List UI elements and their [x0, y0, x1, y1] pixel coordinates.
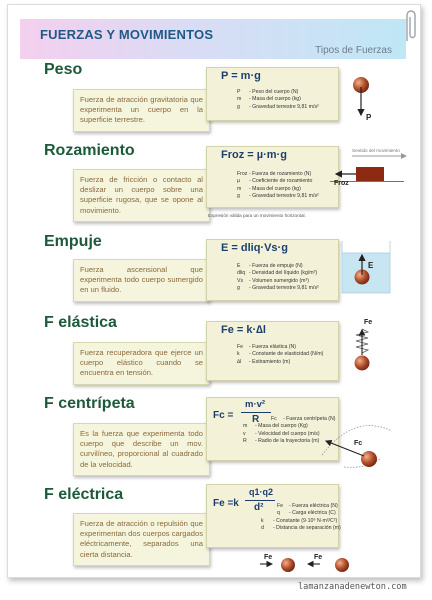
force-label-centripeta: Fc	[354, 440, 363, 447]
legend-row: ∆l - Estiramiento (m)	[237, 358, 291, 365]
paperclip-icon	[403, 7, 417, 43]
formula-electrica-lhs: Fe =k	[213, 498, 239, 509]
formula-rozamiento: Froz = µ·m·g	[221, 149, 287, 161]
formula-box-peso	[206, 67, 339, 121]
legend-row: g - Gravedad terrestre 9,81 m/s²	[237, 285, 319, 292]
fraction-bar	[245, 500, 275, 501]
formula-box-elastica	[206, 321, 339, 381]
section-title-rozamiento: Rozamiento	[44, 142, 135, 159]
formula-electrica-denominator: d²	[254, 502, 264, 513]
legend-row: m - Masa del cuerpo (kg)	[237, 96, 301, 103]
section-title-elastica: F elástica	[44, 314, 117, 331]
page-title: FUERZAS Y MOVIMIENTOS	[40, 27, 214, 42]
legend-row: R - Radio de la trayectoria (m)	[243, 438, 320, 445]
page-subtitle: Tipos de Fuerzas	[315, 45, 392, 56]
legend-row: m - Masa del cuerpo (kg)	[237, 185, 301, 192]
legend-peso	[237, 89, 319, 111]
formula-centripeta-numerator: m·v²	[245, 399, 266, 410]
legend-row: Froz - Fuerza de rozamiento (N)	[237, 171, 312, 177]
description-elastica: Fuerza recuperadora que ejerce un cuerpo elástico cuando se encuentra en tensión.	[73, 342, 210, 385]
section-title-electrica: F eléctrica	[44, 486, 124, 503]
force-label-empuje: E	[368, 261, 374, 270]
legend-electrica-rest	[261, 518, 341, 533]
legend-electrica	[277, 503, 338, 518]
description-electrica: Fuerza de atracción o repulsión que experimentan dos cuerpos cargados eléctricamente, separados una cierta distancia.	[73, 513, 210, 566]
legend-row: g - Gravedad terrestre 9,81 m/s²	[237, 193, 319, 200]
illustration-rozamiento	[326, 145, 412, 195]
force-label-electrica-2: Fe	[314, 554, 323, 561]
legend-elastica	[237, 344, 323, 366]
legend-row: E - Fuerza de empuje (N)	[237, 263, 303, 269]
formula-box-empuje	[206, 239, 339, 301]
page-sheet	[7, 4, 421, 578]
legend-row: q - Carga eléctrica (C)	[277, 510, 336, 517]
formula-elastica: Fe = k·∆l	[221, 324, 266, 336]
formula-peso: P = m·g	[221, 70, 261, 82]
legend-row: dliq - Densidad del líquido (kg/m³)	[237, 270, 318, 277]
formula-box-electrica	[206, 484, 339, 548]
force-label-elastica: Fe	[364, 319, 373, 326]
section-title-empuje: Empuje	[44, 233, 102, 250]
legend-centripeta-rest2	[243, 431, 320, 446]
ball-icon	[335, 558, 349, 572]
legend-row: Vs - Volumen sumergido (m³)	[237, 277, 309, 284]
legend-row: k - Constante (9·10⁹ N·m²/C²)	[261, 517, 338, 524]
formula-centripeta-denominator: R	[252, 414, 260, 425]
legend-row: Fc - Fuerza centrípeta (N)	[271, 416, 336, 422]
illustration-electrica	[256, 545, 396, 575]
fraction-bar	[241, 412, 271, 413]
force-label-peso: P	[366, 113, 372, 122]
force-label-rozamiento: Froz	[334, 180, 349, 187]
legend-empuje	[237, 263, 319, 293]
watermark: lamanzanadenewton.com	[298, 582, 407, 592]
block-icon	[356, 167, 384, 181]
note-rozamiento: Expresión válida para un movimiento horizontal.	[208, 213, 306, 218]
illustration-peso	[348, 71, 388, 127]
legend-row: Fe - Fuerza eléctrica (N)	[277, 503, 338, 509]
legend-row: P - Peso del cuerpo (N)	[237, 89, 299, 95]
header-banner	[20, 19, 406, 59]
illustration-centripeta	[314, 419, 394, 471]
legend-centripeta-rest	[243, 423, 308, 430]
legend-row: k - Constante de elasticidad (N/m)	[237, 351, 324, 358]
legend-row: Fe - Fuerza elástica (N)	[237, 344, 296, 350]
ball-icon	[355, 356, 370, 371]
legend-row: m - Masa del cuerpo (Kg)	[243, 423, 308, 430]
description-peso: Fuerza de atracción gravitatoria que experimenta un cuerpo en la superficie terrestre.	[73, 89, 210, 132]
description-rozamiento: Fuerza de fricción o contacto al deslizar un cuerpo sobre una superficie rugosa, que se opone al movimiento.	[73, 169, 210, 222]
section-title-centripeta: F centrípeta	[44, 395, 135, 412]
illustration-empuje	[340, 241, 394, 297]
ball-icon	[281, 558, 295, 572]
formula-centripeta-lhs: Fc =	[213, 410, 234, 421]
ball-icon	[361, 451, 377, 467]
legend-rozamiento	[237, 171, 319, 201]
legend-row: v - Velocidad del cuerpo (m/s)	[243, 430, 320, 437]
force-label-electrica-1: Fe	[264, 554, 273, 561]
illustration-elastica	[348, 315, 388, 379]
formula-empuje: E = dliq·Vs·g	[221, 242, 288, 254]
description-empuje: Fuerza ascensional que experimenta todo cuerpo sumergido en un fluido.	[73, 259, 210, 302]
legend-row: d - Distancia de separación (m)	[261, 525, 341, 532]
motion-label: Sentido del movimiento	[352, 148, 400, 153]
section-title-peso: Peso	[44, 61, 83, 78]
legend-row: g - Gravedad terrestre 9,81 m/s²	[237, 103, 319, 110]
formula-box-rozamiento	[206, 146, 339, 208]
formula-electrica-numerator: q1·q2	[249, 487, 274, 497]
legend-row: µ - Coeficiente de rozamiento	[237, 178, 313, 185]
description-centripeta: Es la fuerza que experimenta todo cuerpo que describe un mov. curvilíneo, proporcional al cuadrado de la velocidad.	[73, 423, 210, 476]
